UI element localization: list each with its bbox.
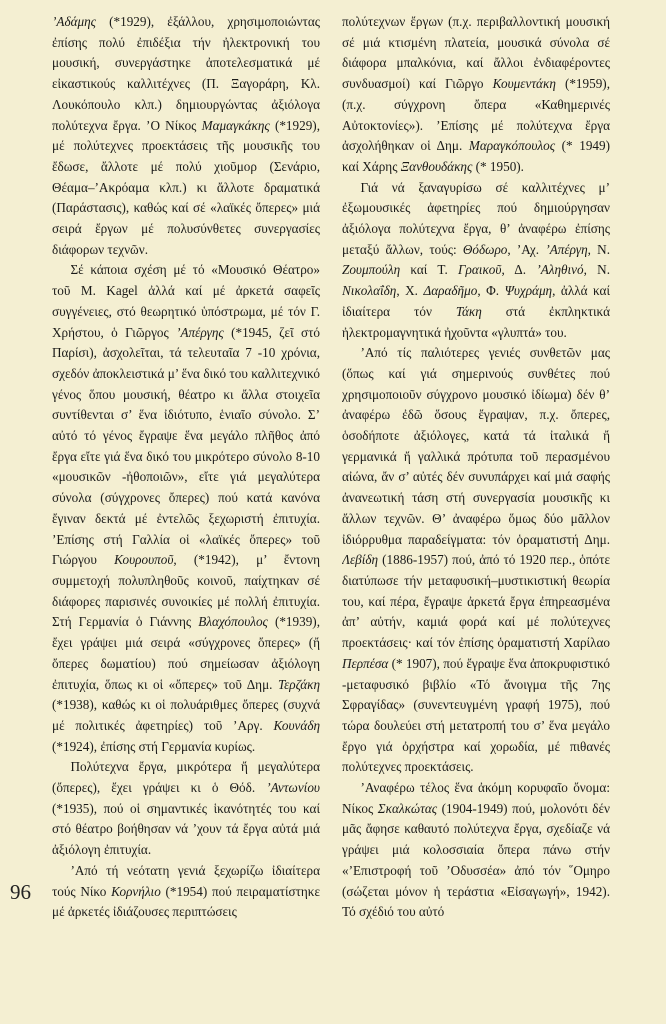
- italic-name: ’Απέργη: [545, 241, 588, 257]
- text-run: , Ν.: [587, 241, 610, 257]
- text-run: ’Από τή νεότατη γενιά ξεχωρίζω ἰδιαίτερα τούς Νίκο: [52, 862, 320, 899]
- text-run: , Δ.: [501, 262, 537, 278]
- italic-name: Κουρουποῦ: [114, 552, 174, 568]
- italic-name: Κουνάδη: [273, 717, 320, 733]
- italic-name: Περπέσα: [342, 655, 389, 671]
- italic-name: Ψυχράμη: [504, 283, 553, 299]
- right-text-column: [342, 12, 610, 1017]
- text-run: στά ἐκπληκτικά ἠλεκτρομαγνητικά ἠχοῦντα «γλυπτά» του.: [342, 303, 610, 340]
- italic-name: ’Αληθινό: [536, 262, 584, 278]
- italic-name: ’Αδάμης: [52, 14, 97, 29]
- italic-name: Τάκη: [455, 303, 482, 319]
- text-run: (1904-1949) πού, μολονότι δέν μᾶς ἄφησε καθαυτό πολύτεχνα ἔργα, σχεδίαζε νά γράψει μιά κολοσσιαία ὄπερα πάνω στήν «’Επιστροφή τοῦ ’Οδυσσέα» ἀπό τόν ῞Ομηρο (σώζεται μόνον ἡ τεράστια «Εἰσαγωγή», 1942). Τό σχέδιό του αὐτό: [342, 800, 610, 920]
- italic-name: Μαμαγκάκης: [201, 117, 270, 133]
- paragraph: [52, 260, 320, 757]
- italic-name: Σκαλκώτας: [377, 800, 438, 816]
- italic-name: Λεβίδη: [342, 552, 379, 568]
- text-run: (*1945, ζεῖ στό Παρίσι), ἀσχολεῖται, τά τελευταῖα 7 -10 χρόνια, σχεδόν ἀποκλειστικά μ’ ἕνα δικό του καλλιτεχνικό γένος ὅπου μουσική, θέατρο κι ἄλλα στοιχεῖα συντίθενται σ’ ἕνα ἰδιότυπο, ἑνιαῖο σύνολο. Σ’ αὐτό τό γένος ἔγραψε ἕνα μεγάλο πλῆθος ἀπό ἔργα εἴτε γιά ἕνα δικό του μικρότερο σύνολο 8-10 «μουσικῶν -ἠθοποιῶν», εἴτε γιά μεγαλύτερα σύνολα (σύγχρονες ὄπερες) πού κατά κανόνα ἔγιναν δεκτά μέ ἐντελῶς ξεχωριστή ἐπιτυχία. ’Επίσης στή Γαλλία οἱ «λαϊκές ὄπερες» τοῦ Γιώργου: [52, 324, 320, 568]
- italic-name: Κουμεντάκη: [492, 76, 556, 92]
- text-run: καί Τ.: [400, 262, 459, 278]
- text-run: πολύτεχνων ἔργων (π.χ. περιβαλλοντική μουσική σέ μιά κτισμένη πλατεία, μουσικά σύνολα σέ διάφορα μπαλκόνια, καί ἄλλοι ἐνδιαφέροντες συνδυασμοί) καί Γιῶργο: [342, 14, 610, 92]
- paragraph: [342, 778, 610, 923]
- italic-name: Κορνήλιο: [111, 883, 161, 899]
- text-run: Γιά νά ξαναγυρίσω σέ καλλιτέχνες μ’ ἐξωμουσικές ἀφετηρίες πού δημιούργησαν ἀξιόλογα πολύτεχνα ἔργα, θ’ ἀναφέρω ἐπίσης μεταξύ ἄλλων, τούς:: [342, 179, 610, 257]
- left-text-column: [52, 12, 320, 1017]
- text-run: (*1929), μέ πολύτεχνες προεκτάσεις τῆς μουσικῆς του ἔδωσε, ἄλλοτε μέ πολύ χιοῦμορ (Σενάριο, Θέαμα–’Ακρόαμα κλπ.) κι ἄλλοτε δραματικά (Παράστασις), καθώς καί σέ «λαϊκές ὄπερες» μιά σειρά ἔργων μέ πολυσύνθετες συνεργασίες διάφορων τεχνῶν.: [52, 117, 320, 257]
- text-run: Πολύτεχνα ἔργα, μικρότερα ἤ μεγαλύτερα (ὄπερες), ἔχει γράψει κι ὁ Θόδ.: [52, 759, 320, 796]
- text-run: ’Αναφέρω τέλος ἕνα ἀκόμη κορυφαῖο ὄνομα: Νίκος: [342, 780, 610, 816]
- paragraph: [342, 343, 610, 778]
- text-run: (*1959), (π.χ. σύγχρονη ὄπερα «Καθημερινές Αὐτοκτονίες»). ’Επίσης μέ πολύτεχνα ἔργα ἀσχολήθηκαν οἱ Δημ.: [342, 76, 610, 154]
- paragraph: [52, 757, 320, 861]
- italic-name: ’Αντωνίου: [266, 780, 320, 796]
- text-run: (*1935), πού οἱ σημαντικές ἱκανότητές του καί στό θέατρο βοήθησαν νά ’χουν τά ἔργα αὐτά μιά ἀξιόλογη ἐπιτυχία.: [52, 800, 320, 858]
- page-number: 96: [10, 880, 31, 904]
- text-run: (*1938), καθώς κι οἱ πολυάριθμες ὄπερες (συχνά μέ πολιτικές ἀφετηρίες) τοῦ ’Αργ.: [52, 697, 320, 733]
- text-run: (*1924), ἐπίσης στή Γερμανία κυρίως.: [52, 738, 256, 754]
- text-run: (*1929), ἐξάλλου, χρησιμοποιώντας ἐπίσης πολύ ἐπιδέξια τήν ἠλεκτρονική του μουσική, συνεργάστηκε ἀποτελεσματικά μέ εἰκαστικούς καλλιτέχνες (Π. Ξαγοράρη, Κλ. Λουκόπουλο κλπ.) δημιουργώντας ἀξιόλογα πολύτεχνα ἔργα. ’Ο Νίκος: [52, 14, 320, 133]
- text-run: , Χ.: [396, 283, 424, 299]
- text-run: Σέ κάποια σχέση μέ τό «Μουσικό Θέατρο» τοῦ Μ. Kagel ἀλλά καί μέ ἀρκετά σαφεῖς συγγένειες, στό θεωρητικό ὑπόστρωμα, μέ τόν Γ. Χρήστου, ὁ Γιῶργος: [52, 262, 320, 340]
- italic-name: Ξανθουδάκης: [400, 158, 473, 174]
- text-run: , Φ.: [477, 283, 505, 299]
- text-run: (*1954) πού πειραματίστηκε μέ ἀρκετές ἰδιάζουσες περιπτώσεις: [52, 883, 320, 920]
- italic-name: Μαραγκόπουλος: [468, 138, 556, 154]
- italic-name: Δαραδῆμο: [423, 283, 478, 299]
- italic-name: Θόδωρο: [462, 241, 508, 257]
- text-run: , Ν.: [583, 262, 610, 278]
- text-run: (*1939), ἔχει γράψει μιά σειρά «σύγχρονες ὄπερες» (ἤ ὄπερες δωματίου) πού σημείωσαν ἀξιόλογη ἐπιτυχία, ὅπως κι οἱ «ὄπερες» τοῦ Δημ.: [52, 614, 320, 692]
- italic-name: Νικολαΐδη: [342, 283, 397, 299]
- text-run: , (*1942), μ’ ἔντονη συμμετοχή πολυπληθοῦς κοινοῦ, παίχτηκαν σέ διάφορες παρισινές συνοικίες μέ πολλή ἐπιτυχία. Στή Γερμανία ὁ Γιάννης: [52, 552, 320, 630]
- italic-name: Γραικοῦ: [458, 262, 502, 278]
- text-run: , ’Αχ.: [507, 241, 546, 257]
- text-run: (1886-1957) πού, ἀπό τό 1920 περ., ὁπότε διατύπωσε τήν μεταφυσική–μυστικιστική θεωρία του, καί πέρα, ἔγραψε ἀρκετά ἔργα ἐπηρεασμένα ἀπ’ αὐτήν, καμιά φορά καί μέ πολύτεχνες προεκτάσεις· καί τόν ἐπίσης ὁραματιστή Χαρίλαο: [342, 552, 610, 651]
- paragraph: [52, 12, 320, 260]
- paragraph: [342, 12, 610, 178]
- paragraph: [52, 861, 320, 923]
- paragraph: [342, 178, 610, 344]
- italic-name: Βλαχόπουλος: [198, 614, 268, 630]
- text-run: , ἀλλά καί ἰδιαίτερα τόν: [342, 283, 610, 319]
- italic-name: ’Απέργης: [176, 324, 224, 340]
- text-run: ’Από τίς παλιότερες γενιές συνθετῶν μας (ὅπως καί γιά σημερινούς συνθέτες πού χρησιμοποιοῦν σύγχρονο μουσικό ἰδίωμα) δέν θ’ ἀναφέρω ἐδῶ ὅσους ἔγραψαν, π.χ. ὄπερες, ὁσοδήποτε ἀξιόλογες, κατά τά ἰταλικά ἤ γερμανικά ἤ γαλλικά πρότυπα τοῦ περασμένου αἰώνα, ἄν σ’ αὐτές δέν συνυπάρχει καί μιά σαφής ἀνανεωτική τάση στή συνεργασία μουσικῆς κι ἄλλων τεχνῶν. Θ’ ἀναφέρω ὅμως δύο μᾶλλον ἰδιόρρυθμα παραδείγματα: τόν ὁραματιστή Δημ.: [342, 345, 610, 547]
- italic-name: Ζουμπούλη: [342, 262, 401, 278]
- text-run: (* 1907), πού ἔγραψε ἕνα ἀποκρυφιστικό -μεταφυσικό βιβλίο «Τό ἄνοιγμα τῆς 7ης Σφραγίδας» (συνεντευγμένη γραφή 1975), πού τώρα δουλεύει στή μετατροπή του σ’ ἕνα μεγάλο ἔργο γιά ὀρχήστρα καί χορωδία, μέ πιθανές πολύτεχνες προεκτάσεις.: [342, 655, 610, 775]
- text-run: (* 1950).: [472, 158, 524, 174]
- italic-name: Τερζάκη: [277, 676, 320, 692]
- text-run: (* 1949) καί Χάρης: [342, 138, 610, 174]
